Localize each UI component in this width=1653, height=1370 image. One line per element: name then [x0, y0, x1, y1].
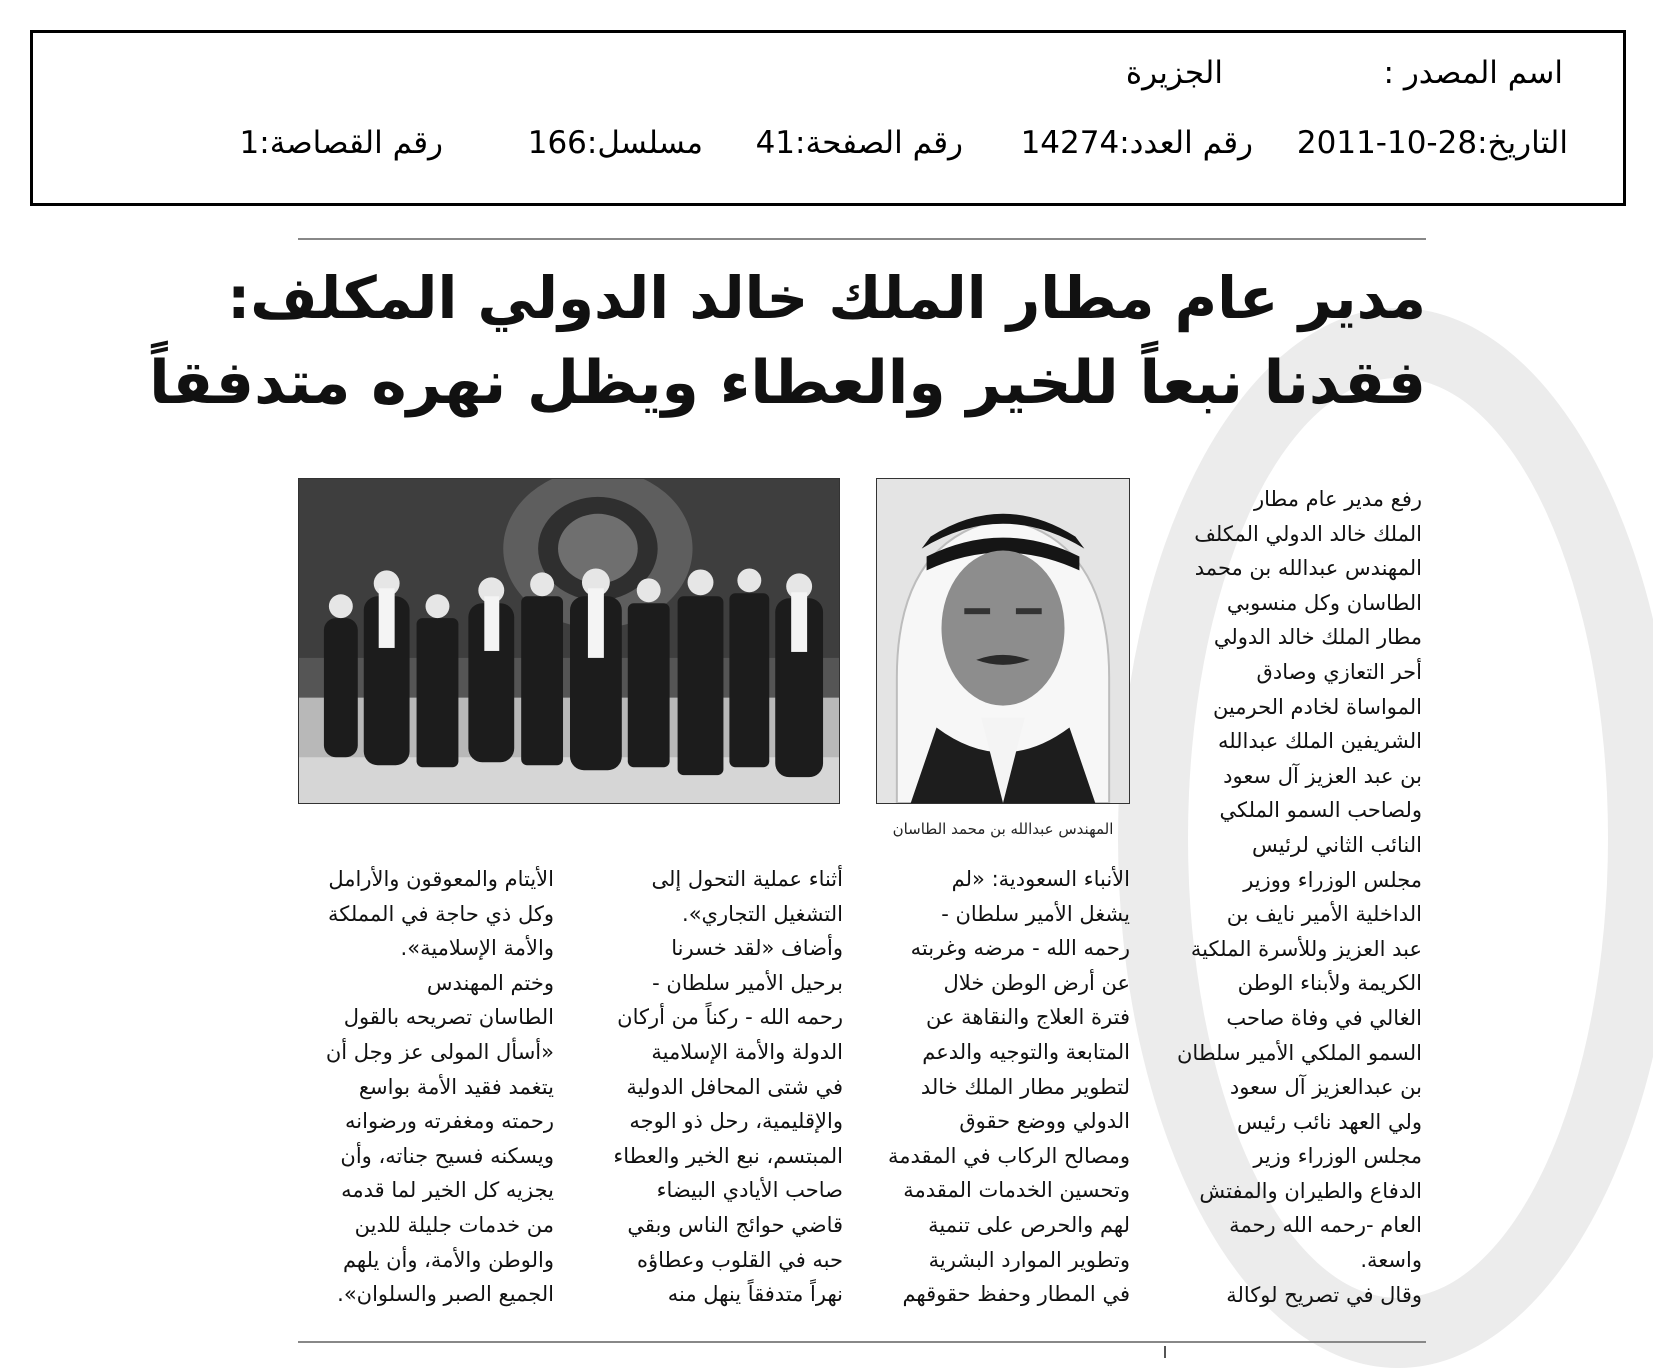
page-number-label: رقم الصفحة: — [795, 125, 963, 161]
page-number-value: 41 — [755, 125, 796, 161]
portrait-caption: المهندس عبدالله بن محمد الطاسان — [892, 820, 1114, 838]
issue-field — [1021, 125, 1253, 161]
serial-label: مسلسل: — [586, 125, 703, 161]
top-rule — [298, 238, 1426, 240]
clip-number-value: 1 — [239, 125, 260, 161]
article-clipping — [149, 238, 1426, 1360]
date-label: التاريخ: — [1477, 125, 1568, 161]
source-value: الجزيرة — [1125, 55, 1223, 91]
headline-line-2: فقدنا نبعاً للخير والعطاء ويظل نهره متدفقاً — [149, 348, 1426, 418]
page-number-field — [756, 125, 963, 161]
source-metadata-box — [30, 30, 1626, 206]
article-column-4: الأيتام والمعوقون والأرامل وكل ذي حاجة في المملكة والأمة الإسلامية». وختم المهندس الطاسان تصريحه بالقول «أسأل المولى عز وجل أن يتغمد فقيد الأمة بواسع رحمته ومغفرته ورضوانه ويسكنه فسيح جناته، وأن يجزيه كل الخير لما قدمه من خدمات جليلة للدين والوطن والأمة، وأن يلهم الجميع الصبر والسلوان». — [325, 867, 554, 1307]
serial-value: 166 — [527, 125, 587, 161]
clip-number-field — [240, 125, 443, 161]
source-label: اسم المصدر : — [1383, 55, 1563, 91]
group-photo — [298, 478, 840, 804]
article-column-3: أثناء عملية التحول إلى التشغيل التجاري». وأضاف «لقد خسرنا برحيل الأمير سلطان - رحمه الله - ركناً من أركان الدولة والأمة الإسلامية في شتى المحافل الدولية والإقليمية، رحل ذو الوجه المبتسم، نبع الخير والعطاء صاحب الأيادي البيضاء قاضي حوائج الناس وبقي حبه في القلوب وعطاؤه نهراً متدفقاً ينهل منه — [613, 867, 843, 1307]
headline-line-1: مدير عام مطار الملك خالد الدولي المكلف: — [227, 264, 1426, 332]
portrait-photo-image — [877, 479, 1129, 803]
clip-corner-mark — [1164, 1346, 1166, 1358]
group-photo-image — [299, 479, 839, 803]
clip-number-label: رقم القصاصة: — [259, 125, 443, 161]
bottom-rule — [298, 1341, 1426, 1343]
article-column-2: الأنباء السعودية: «لم يشغل الأمير سلطان - رحمه الله - مرضه وغربته عن أرض الوطن خلال فترة العلاج والنقاهة عن المتابعة والتوجيه والدعم لتطوير مطار الملك خالد الدولي ووضع حقوق ومصالح الركاب في المقدمة وتحسين الخدمات المقدمة لهم والحرص على تنمية وتطوير الموارد البشرية في المطار وحفظ حقوقهم — [887, 867, 1130, 1307]
serial-field — [528, 125, 703, 161]
issue-label: رقم العدد: — [1119, 125, 1253, 161]
date-field — [1297, 125, 1568, 161]
date-value: 2011-10-28 — [1296, 125, 1478, 161]
portrait-photo — [876, 478, 1130, 804]
issue-value: 14274 — [1020, 125, 1120, 161]
article-column-1: رفع مدير عام مطار الملك خالد الدولي المكلف المهندس عبدالله بن محمد الطاسان وكل منسوبي مطار الملك خالد الدولي أحر التعازي وصادق المواساة لخادم الحرمين الشريفين الملك عبدالله بن عبد العزيز آل سعود ولصاحب السمو الملكي النائب الثاني لرئيس مجلس الوزراء ووزير الداخلية الأمير نايف بن عبد العزيز وللأسرة الملكية الكريمة ولأبناء الوطن الغالي في وفاة صاحب السمو الملكي الأمير سلطان بن عبدالعزيز آل سعود ولي العهد نائب رئيس مجلس الوزراء وزير الدفاع والطيران والمفتش العام -رحمه الله رحمة واسعة. وقال في تصريح لوكالة — [1177, 487, 1422, 1307]
